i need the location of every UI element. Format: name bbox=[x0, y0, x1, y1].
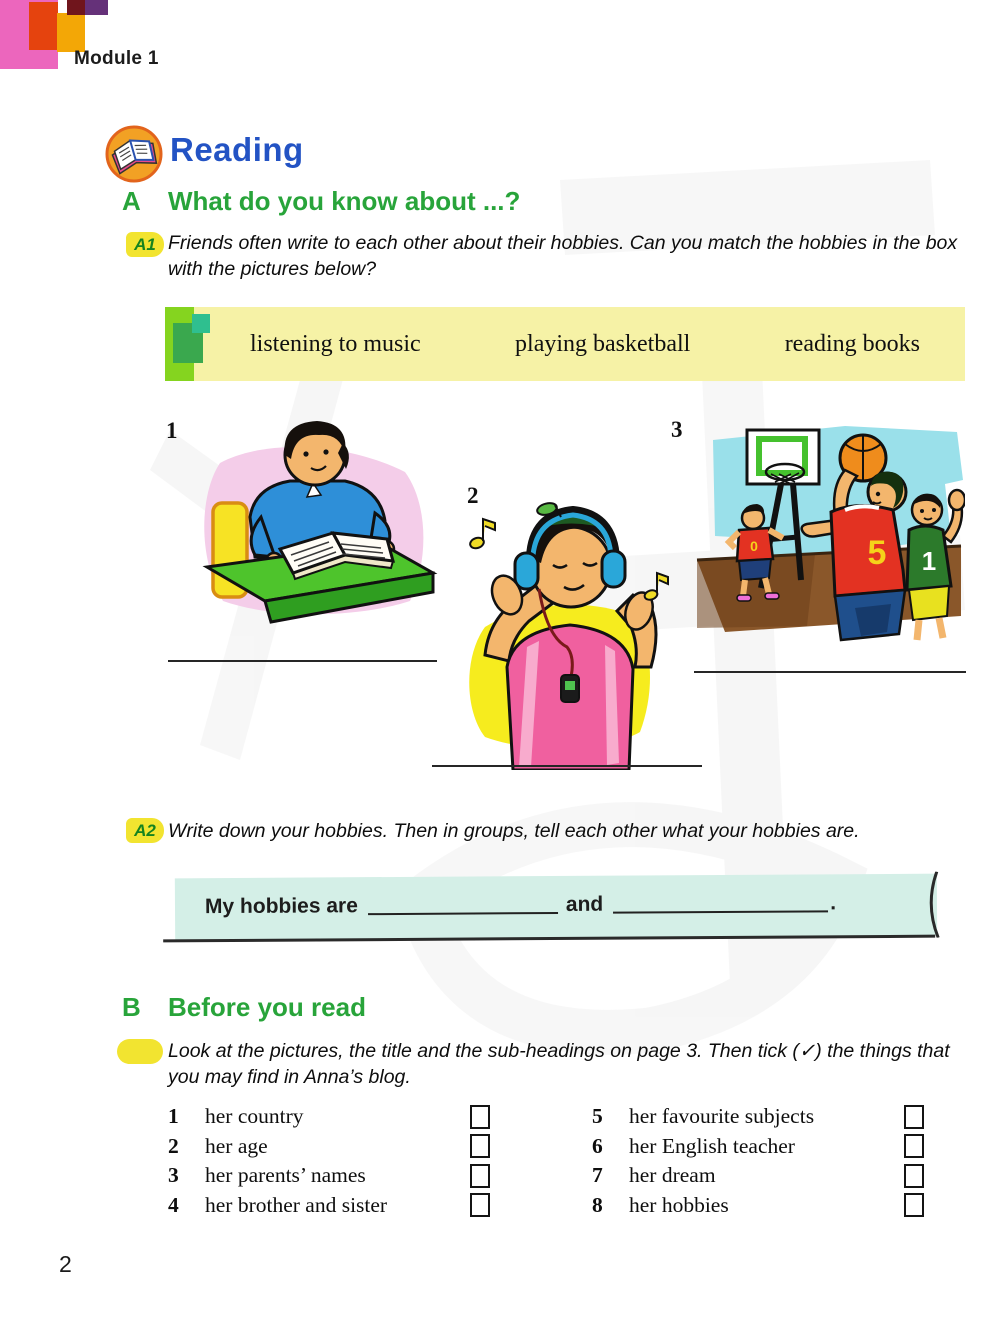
section-a-letter: A bbox=[122, 186, 141, 216]
section-b-instructions: Look at the pictures, the title and the sub-headings on page 3. Then tick (✓) the things that you may find in Anna’s blog. bbox=[168, 1040, 950, 1088]
picture-1-number: 1 bbox=[166, 418, 178, 443]
checklist-item-3: 3 her parents’ names bbox=[168, 1161, 490, 1191]
task-a1-instructions: Friends often write to each other about their hobbies. Can you match the hobbies in the box with the pictures below? bbox=[168, 232, 958, 280]
checkbox-6[interactable] bbox=[904, 1134, 924, 1158]
section-a-title: What do you know about ...? bbox=[168, 186, 521, 216]
page-number: 2 bbox=[59, 1251, 72, 1277]
picture-3-basketball bbox=[695, 418, 965, 643]
sentence-prefix: My hobbies are bbox=[204, 894, 358, 919]
section-b-letter: B bbox=[122, 992, 141, 1022]
svg-text:5: 5 bbox=[867, 534, 887, 572]
checkbox-8[interactable] bbox=[904, 1193, 924, 1217]
sentence-connector: and bbox=[565, 892, 604, 916]
answer-line-3[interactable] bbox=[694, 671, 966, 673]
answer-line-2[interactable] bbox=[432, 765, 702, 767]
my-hobbies-sentence-box bbox=[175, 874, 937, 941]
task-a1-badge: A1 bbox=[126, 232, 164, 257]
checklist-item-2: 2 her age bbox=[168, 1132, 490, 1162]
section-b-yellow-marker bbox=[117, 1039, 163, 1064]
module-label: Module 1 bbox=[74, 48, 159, 69]
hobby-blank-2[interactable] bbox=[613, 892, 828, 913]
hobby-box-teal-square bbox=[192, 314, 210, 333]
hobby-item-reading: reading books bbox=[784, 330, 920, 357]
checklist-item-8: 8 her hobbies bbox=[592, 1191, 924, 1221]
checkbox-1[interactable] bbox=[470, 1105, 490, 1129]
checklist-item-6: 6 her English teacher bbox=[592, 1132, 924, 1162]
checkbox-5[interactable] bbox=[904, 1105, 924, 1129]
answer-line-1[interactable] bbox=[168, 660, 437, 662]
section-a-heading bbox=[122, 186, 520, 217]
checkbox-7[interactable] bbox=[904, 1164, 924, 1188]
task-a2-instructions: Write down your hobbies. Then in groups, tell each other what your hobbies are. bbox=[168, 820, 860, 842]
sentence-period: . bbox=[830, 891, 837, 915]
checklist-item-7: 7 her dream bbox=[592, 1161, 924, 1191]
picture-2-music-boy bbox=[455, 495, 685, 770]
hobby-item-listening: listening to music bbox=[250, 330, 421, 357]
svg-text:1: 1 bbox=[921, 546, 937, 576]
checkbox-4[interactable] bbox=[470, 1193, 490, 1217]
hobby-blank-1[interactable] bbox=[368, 894, 558, 915]
picture-2-number: 2 bbox=[467, 483, 479, 508]
logo-square-maroon bbox=[67, 0, 85, 15]
section-b-title: Before you read bbox=[168, 992, 366, 1022]
logo-square-red bbox=[29, 2, 58, 50]
hobby-item-basketball: playing basketball bbox=[515, 330, 691, 357]
sentence-box-right-edge bbox=[921, 872, 941, 938]
checklist-left-column bbox=[168, 1102, 490, 1220]
checklist-right-column bbox=[592, 1102, 924, 1220]
reading-title: Reading bbox=[170, 131, 304, 168]
checklist-item-4: 4 her brother and sister bbox=[168, 1191, 490, 1221]
checkbox-3[interactable] bbox=[470, 1164, 490, 1188]
checklist-item-5: 5 her favourite subjects bbox=[592, 1102, 924, 1132]
task-a2-badge: A2 bbox=[126, 818, 164, 843]
sentence-box-bottom-line bbox=[163, 935, 935, 943]
open-book-icon bbox=[104, 124, 164, 184]
hobby-word-box bbox=[165, 307, 965, 381]
svg-text:0: 0 bbox=[750, 538, 758, 554]
section-b-heading bbox=[122, 992, 366, 1023]
picture-1-reading-boy bbox=[195, 415, 440, 640]
picture-3-number: 3 bbox=[671, 417, 683, 442]
logo-square-amber bbox=[57, 13, 85, 52]
checklist-item-1: 1 her country bbox=[168, 1102, 490, 1132]
checkbox-2[interactable] bbox=[470, 1134, 490, 1158]
logo-square-purple bbox=[85, 0, 108, 15]
